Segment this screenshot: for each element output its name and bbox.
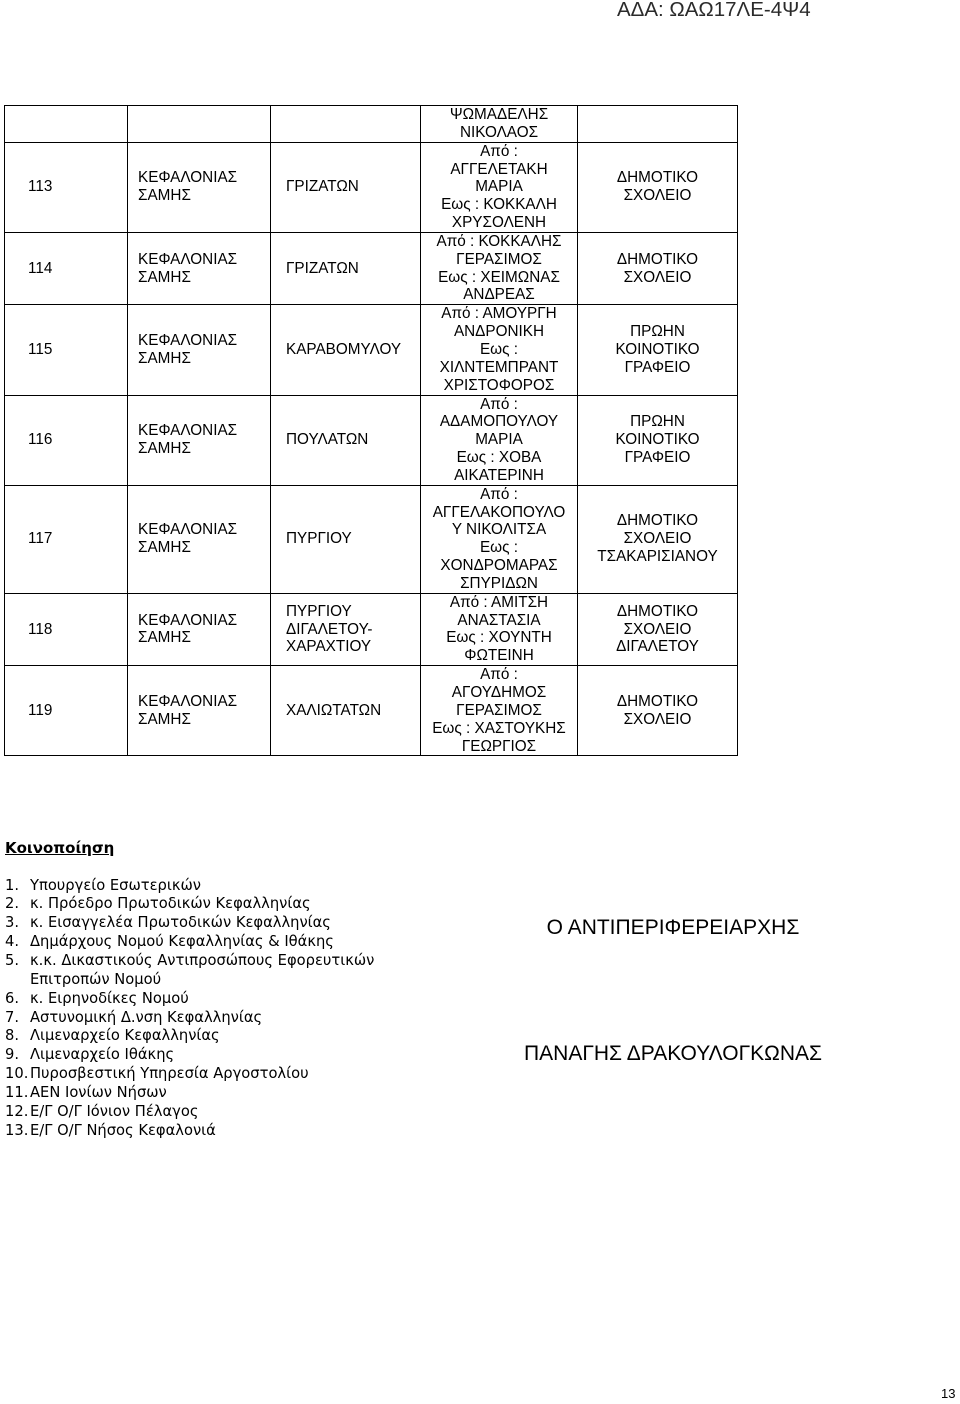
list-item-text: Αστυνομική Δ.νση Κεφαλληνίας — [30, 1008, 263, 1026]
polling-venue-line: ΔΗΜΟΤΙΚΟ — [616, 512, 699, 530]
voter-range-cell — [421, 485, 578, 593]
ada-reference: ΑΔΑ: ΩΑΩ17ΛΕ-4Ψ4 — [617, 0, 811, 21]
regional-unit-line: ΚΕΦΑΛΟΝΙΑΣ — [138, 250, 238, 268]
row-number-cell — [5, 593, 128, 665]
community-line: ΧΑΛΙΩΤΑΤΩΝ — [286, 701, 382, 719]
table-row — [5, 106, 738, 143]
voter-range-line: Εως : — [479, 340, 519, 358]
polling-venue-cell — [578, 106, 738, 143]
polling-venue-line: ΣΧΟΛΕΙΟ — [623, 710, 692, 728]
regional-unit-line: ΣΑΜΗΣ — [138, 629, 191, 647]
polling-venue-line: ΣΧΟΛΕΙΟ — [623, 620, 692, 638]
list-item — [5, 895, 430, 914]
regional-unit-cell — [128, 106, 271, 143]
voter-range-cell — [421, 106, 578, 143]
voter-range-line: ΑΝΔΡΟΝΙΚΗ — [453, 323, 545, 341]
list-item-number: 12. — [5, 1102, 29, 1120]
list-item — [5, 1009, 430, 1028]
voter-range-line: ΓΕΡΑΣΙΜΟΣ — [456, 701, 542, 719]
table-row — [5, 305, 738, 395]
community-cell — [271, 666, 421, 756]
list-item-text: Λιμεναρχείο Ιθάκης — [30, 1046, 175, 1064]
voter-range-line: ΑΓΓΕΛΑΚΟΠΟΥΛΟ — [432, 503, 566, 521]
list-item-number: 1. — [5, 876, 20, 894]
list-item-number: 7. — [5, 1008, 20, 1026]
list-item — [5, 1103, 430, 1122]
regional-unit-line: ΚΕΦΑΛΟΝΙΑΣ — [138, 692, 238, 710]
voter-range-line: ΧΡΥΣΟΛΕΝΗ — [451, 214, 547, 232]
voter-range-line: Εως : ΧΑΣΤΟΥΚΗΣ — [432, 719, 566, 737]
regional-unit-line: ΣΑΜΗΣ — [138, 710, 191, 728]
voter-range-line: ΓΕΡΑΣΙΜΟΣ — [456, 250, 542, 268]
row-number-line: 114 — [28, 259, 53, 277]
voter-range-line: Εως : ΧΟΥΝΤΗ — [446, 629, 552, 647]
list-item-text: κ. Πρόεδρο Πρωτοδικών Κεφαλληνίας — [30, 895, 311, 913]
list-item — [5, 914, 430, 933]
row-number-line: 117 — [28, 530, 53, 548]
row-number-line: 118 — [28, 620, 53, 638]
polling-venue-cell — [578, 232, 738, 304]
list-item-number: 4. — [5, 933, 20, 951]
voter-range-line: Εως : ΧΟΒΑ — [456, 449, 542, 467]
list-item-text: Πυροσβεστική Υπηρεσία Αργοστολίου — [30, 1065, 309, 1083]
list-item-number: 3. — [5, 914, 20, 932]
table-body — [5, 106, 738, 756]
regional-unit-cell — [128, 395, 271, 485]
community-line: ΔΙΓΑΛΕΤΟΥ- — [286, 620, 373, 638]
list-item-text: κ. Εισαγγελέα Πρωτοδικών Κεφαλληνίας — [30, 914, 331, 932]
regional-unit-line: ΣΑΜΗΣ — [138, 440, 191, 458]
row-number-line: 116 — [28, 431, 53, 449]
list-item-number: 13. — [5, 1121, 29, 1139]
regional-unit-line: ΣΑΜΗΣ — [138, 349, 191, 367]
voter-range-line: ΦΩΤΕΙΝΗ — [464, 647, 534, 665]
list-item-text: Ε/Γ Ο/Γ Ιόνιον Πέλαγος — [30, 1102, 199, 1120]
community-cell — [271, 232, 421, 304]
regional-unit-line: ΣΑΜΗΣ — [138, 268, 191, 286]
polling-venue-cell — [578, 666, 738, 756]
regional-unit-cell — [128, 305, 271, 395]
voter-range-line: Από : ΑΜΟΥΡΓΗ — [441, 305, 557, 323]
table-row — [5, 142, 738, 232]
voter-range-line: ΑΙΚΑΤΕΡΙΝΗ — [454, 466, 544, 484]
polling-venue-line: ΚΟΙΝΟΤΙΚΟ — [615, 340, 700, 358]
list-item — [5, 1027, 430, 1046]
list-item-number: 10. — [5, 1065, 29, 1083]
voter-range-line: Από : ΑΜΙΤΣΗ — [449, 593, 549, 611]
table-row — [5, 666, 738, 756]
regional-unit-line: ΚΕΦΑΛΟΝΙΑΣ — [138, 332, 238, 350]
list-item-text: κ. Ειρηνοδίκες Νομού — [30, 989, 189, 1007]
row-number-cell — [5, 232, 128, 304]
regional-unit-line: ΣΑΜΗΣ — [138, 539, 191, 557]
list-item-text: Δημάρχους Νομού Κεφαλληνίας & Ιθάκης — [30, 933, 334, 951]
polling-venue-line: ΠΡΩΗΝ — [630, 323, 685, 341]
list-item — [5, 990, 430, 1009]
polling-venue-line: ΔΗΜΟΤΙΚΟ — [616, 602, 699, 620]
voter-range-line: Υ ΝΙΚΟΛΙΤΣΑ — [451, 521, 547, 539]
voter-range-line: ΝΙΚΟΛΑΟΣ — [459, 123, 539, 141]
list-item — [5, 1084, 430, 1103]
community-line: ΠΥΡΓΙΟΥ — [286, 530, 352, 548]
list-item-number: 5. — [5, 951, 20, 969]
list-item-text: Ε/Γ Ο/Γ Νήσος Κεφαλονιά — [30, 1121, 216, 1139]
list-item — [5, 877, 430, 896]
community-line: ΧΑΡΑΧΤΙΟΥ — [286, 638, 372, 656]
polling-venue-line: ΔΗΜΟΤΙΚΟ — [616, 169, 699, 187]
voter-range-cell — [421, 395, 578, 485]
polling-venue-cell — [578, 485, 738, 593]
regional-unit-line: ΚΕΦΑΛΟΝΙΑΣ — [138, 169, 238, 187]
polling-venue-cell — [578, 142, 738, 232]
polling-venue-line: ΤΣΑΚΑΡΙΣΙΑΝΟΥ — [597, 548, 718, 566]
list-item — [5, 933, 430, 952]
regional-unit-cell — [128, 142, 271, 232]
voter-range-line: ΜΑΡΙΑ — [475, 178, 523, 196]
list-item-text: Λιμεναρχείο Κεφαλληνίας — [30, 1027, 220, 1045]
voter-range-line: Από : — [480, 666, 518, 684]
voter-range-line: Από : — [480, 485, 518, 503]
polling-venue-line: ΔΗΜΟΤΙΚΟ — [616, 250, 699, 268]
polling-venue-line: ΔΙΓΑΛΕΤΟΥ — [616, 638, 699, 656]
regional-unit-cell — [128, 232, 271, 304]
community-cell — [271, 485, 421, 593]
polling-venue-line: ΚΟΙΝΟΤΙΚΟ — [615, 431, 700, 449]
regional-unit-line: ΚΕΦΑΛΟΝΙΑΣ — [138, 422, 238, 440]
polling-venue-cell — [578, 593, 738, 665]
table-row — [5, 395, 738, 485]
voter-range-line: ΑΔΑΜΟΠΟΥΛΟΥ — [439, 413, 559, 431]
voter-range-line: ΧΡΙΣΤΟΦΟΡΟΣ — [443, 376, 555, 394]
polling-stations-table — [4, 105, 738, 756]
row-number-cell — [5, 395, 128, 485]
list-item — [5, 1122, 430, 1141]
community-cell — [271, 593, 421, 665]
polling-venue-cell — [578, 305, 738, 395]
row-number-line: 115 — [28, 340, 53, 358]
community-line: ΓΡΙΖΑΤΩΝ — [286, 178, 359, 196]
list-item-number: 9. — [5, 1046, 20, 1064]
polling-venue-line: ΔΗΜΟΤΙΚΟ — [616, 692, 699, 710]
regional-unit-line: ΣΑΜΗΣ — [138, 187, 191, 205]
community-cell — [271, 395, 421, 485]
voter-range-line: ΧΟΝΔΡΟΜΑΡΑΣ — [440, 557, 558, 575]
row-number-cell — [5, 142, 128, 232]
polling-venue-cell — [578, 395, 738, 485]
voter-range-cell — [421, 593, 578, 665]
list-item-number: 8. — [5, 1027, 20, 1045]
voter-range-cell — [421, 142, 578, 232]
row-number-line: 119 — [28, 701, 53, 719]
polling-venue-line: ΣΧΟΛΕΙΟ — [623, 187, 692, 205]
polling-venue-line: ΠΡΩΗΝ — [630, 413, 685, 431]
table-row — [5, 593, 738, 665]
voter-range-line: ΨΩΜΑΔΕΛΗΣ — [449, 106, 549, 123]
table-row — [5, 485, 738, 593]
signatory-name: ΠΑΝΑΓΗΣ ΔΡΑΚΟΥΛΟΓΚΩΝΑΣ — [523, 1042, 823, 1065]
polling-venue-line: ΣΧΟΛΕΙΟ — [623, 530, 692, 548]
voter-range-line: ΣΠΥΡΙΔΩΝ — [460, 574, 538, 592]
polling-venue-line: ΣΧΟΛΕΙΟ — [623, 268, 692, 286]
voter-range-line: Εως : ΚΟΚΚΑΛΗ — [441, 196, 557, 214]
list-item-text: ΑΕΝ Ιονίων Νήσων — [30, 1083, 167, 1101]
row-number-cell — [5, 305, 128, 395]
notification-heading: Κοινοποίηση — [5, 839, 115, 857]
list-item-number: 6. — [5, 989, 20, 1007]
regional-unit-cell — [128, 593, 271, 665]
community-cell — [271, 305, 421, 395]
distribution-list — [5, 877, 430, 1141]
row-number-line: 113 — [28, 178, 53, 196]
signatory-title: Ο ΑΝΤΙΠΕΡΙΦΕΡΕΙΑΡΧΗΣ — [546, 916, 800, 939]
community-cell — [271, 106, 421, 143]
row-number-cell — [5, 485, 128, 593]
voter-range-line: Εως : — [479, 539, 519, 557]
list-item — [5, 952, 430, 990]
community-line: ΠΟΥΛΑΤΩΝ — [286, 431, 369, 449]
list-item-number: 2. — [5, 895, 20, 913]
table-row — [5, 232, 738, 304]
regional-unit-line: ΚΕΦΑΛΟΝΙΑΣ — [138, 611, 238, 629]
list-item-text: Υπουργείο Εσωτερικών — [30, 876, 202, 894]
voter-range-cell — [421, 232, 578, 304]
voter-range-line: ΜΑΡΙΑ — [475, 431, 523, 449]
regional-unit-cell — [128, 485, 271, 593]
voter-range-line: ΑΓΟΥΔΗΜΟΣ — [451, 684, 547, 701]
community-line: ΚΑΡΑΒΟΜΥΛΟΥ — [286, 340, 402, 358]
voter-range-cell — [421, 305, 578, 395]
row-number-cell — [5, 106, 128, 143]
list-item — [5, 1065, 430, 1084]
row-number-cell — [5, 666, 128, 756]
community-line: ΠΥΡΓΙΟΥ — [286, 602, 352, 620]
voter-range-line: ΑΝΑΣΤΑΣΙΑ — [457, 611, 541, 629]
community-cell — [271, 142, 421, 232]
voter-range-line: Εως : ΧΕΙΜΩΝΑΣ — [438, 268, 560, 286]
voter-range-line: Από : ΚΟΚΚΑΛΗΣ — [436, 232, 562, 250]
page-number: 13 — [941, 1386, 956, 1401]
voter-range-line: ΑΓΓΕΛΕΤΑΚΗ — [450, 160, 548, 178]
regional-unit-cell — [128, 666, 271, 756]
polling-venue-line: ΓΡΑΦΕΙΟ — [624, 358, 691, 376]
list-item-number: 11. — [5, 1083, 29, 1101]
voter-range-line: ΑΝΔΡΕΑΣ — [463, 286, 535, 304]
voter-range-line: Από : — [480, 395, 518, 413]
voter-range-line: ΓΕΩΡΓΙΟΣ — [461, 737, 537, 755]
polling-venue-line: ΓΡΑΦΕΙΟ — [624, 449, 691, 467]
voter-range-cell — [421, 666, 578, 756]
list-item-text: κ.κ. Δικαστικούς Αντιπροσώπους Εφορευτικών Επιτροπών Νομού — [30, 951, 375, 988]
community-line: ΓΡΙΖΑΤΩΝ — [286, 259, 359, 277]
voter-range-line: Από : — [480, 142, 518, 160]
voter-range-line: ΧΙΛΝΤΕΜΠΡΑΝΤ — [439, 358, 559, 376]
list-item — [5, 1046, 430, 1065]
regional-unit-line: ΚΕΦΑΛΟΝΙΑΣ — [138, 521, 238, 539]
